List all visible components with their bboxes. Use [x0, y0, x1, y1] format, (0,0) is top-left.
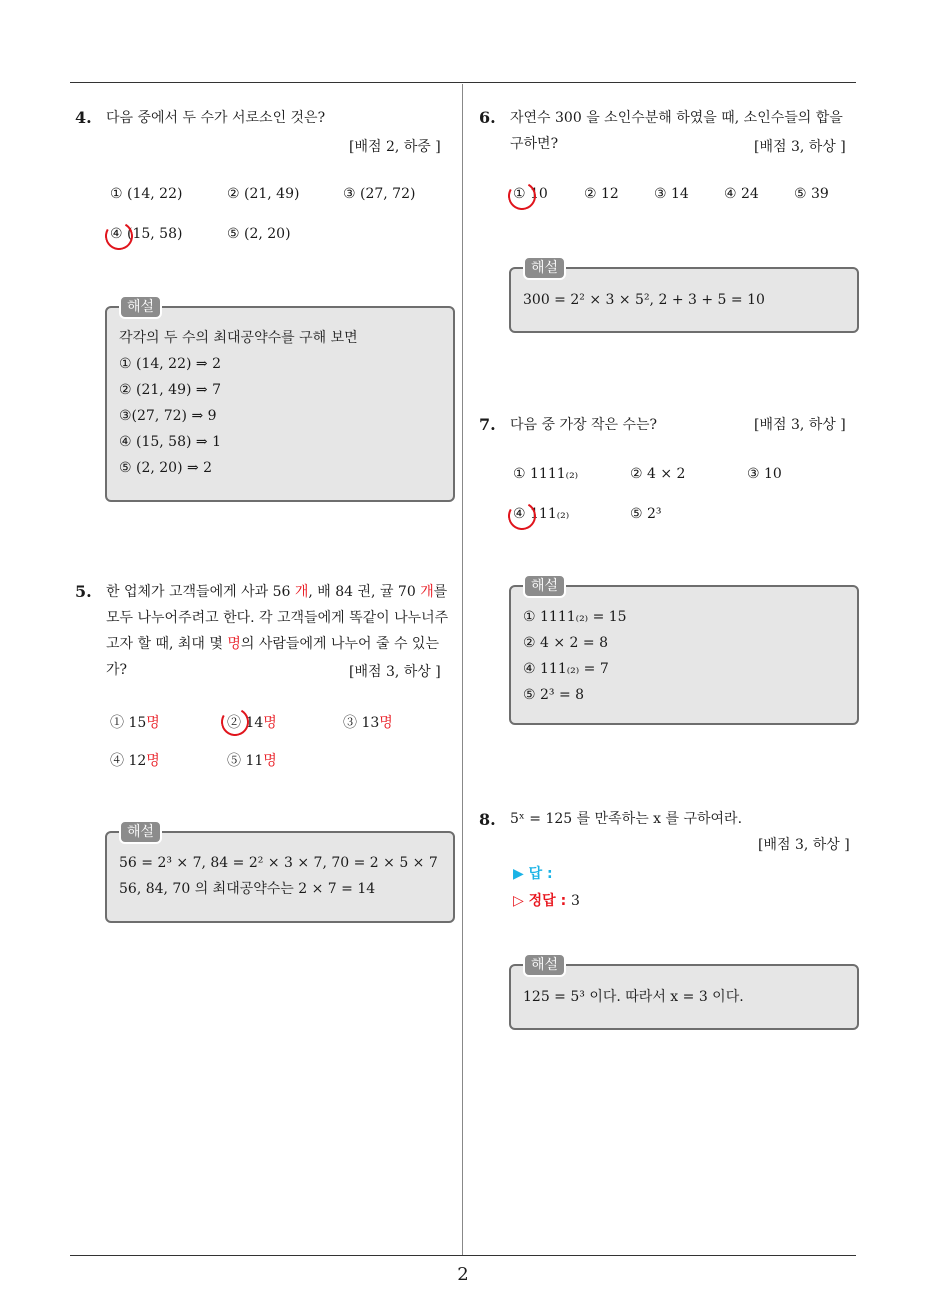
solution-tag: 해설 [119, 295, 162, 319]
solution-line: ① 1111₍₂₎ = 15 [523, 609, 627, 625]
choice-number: 15 [128, 715, 147, 731]
unit-highlight: 명 [227, 636, 241, 652]
choice-1[interactable]: ① 10 [513, 186, 548, 202]
choice-unit: 명 [263, 753, 277, 769]
solution-line: ③(27, 72) ⇒ 9 [119, 408, 217, 424]
top-rule [70, 82, 856, 83]
page-number: 2 [457, 1264, 469, 1285]
answer-label: ▶ 답 : [513, 866, 553, 882]
choice-number: 12 [128, 753, 147, 769]
choice-2[interactable]: ② 4 × 2 [630, 466, 686, 482]
solution-line: ④ 111₍₂₎ = 7 [523, 661, 609, 677]
choice-unit: 명 [379, 715, 393, 731]
correct-label: ▷ 정답 : [513, 893, 567, 909]
solution-tag: 해설 [523, 256, 566, 280]
text-part: 를 모두 나누어주려고 한다. 각 고객들에게 똑같이 나누너주고자 할 때, 최대 몇 [106, 584, 449, 652]
solution-line: ⑤ 2³ = 8 [523, 687, 585, 703]
question-number: 4. [75, 108, 92, 127]
unit-highlight: 개 [420, 584, 434, 600]
solution-line: 56, 84, 70 의 최대공약수는 2 × 7 = 14 [119, 881, 376, 897]
choice-mark: ③ [343, 715, 357, 731]
unit-highlight: 개 [294, 584, 309, 600]
choice-unit: 명 [146, 715, 160, 731]
choice-1[interactable] [110, 712, 160, 732]
choice-4[interactable]: ④ (15, 58) [110, 226, 183, 242]
solution-line: ① (14, 22) ⇒ 2 [119, 356, 221, 372]
choice-2[interactable]: ② (21, 49) [227, 186, 300, 202]
choice-3[interactable]: ③ 14 [654, 186, 689, 202]
question-text: 자연수 300 을 소인수분해 하였을 때, 소인수들의 합을 구하면? [510, 110, 843, 152]
choice-mark: ④ [110, 753, 124, 769]
solution-box [509, 260, 859, 333]
solution-line: 56 = 2³ × 7, 84 = 2² × 3 × 7, 70 = 2 × 5 × 7 [119, 855, 438, 871]
choice-5[interactable]: ⑤ (2, 20) [227, 226, 291, 242]
solution-tag: 해설 [523, 953, 566, 977]
solution-line: ⑤ (2, 20) ⇒ 2 [119, 460, 213, 476]
bottom-rule [70, 1255, 856, 1256]
question-meta: [배점 3, 하상 ] [758, 837, 850, 853]
choice-3[interactable]: ③ 10 [747, 466, 782, 482]
text-part: 의 사람들에게 나누어 줄 수 있는가? [106, 636, 439, 678]
selected-answer-circle [218, 705, 252, 739]
choice-3[interactable]: ③ (27, 72) [343, 186, 416, 202]
choice-1[interactable]: ① 1111₍₂₎ [513, 466, 579, 482]
solution-line: 300 = 2² × 3 × 5², 2 + 3 + 5 = 10 [523, 292, 765, 308]
selected-answer-circle [505, 179, 539, 213]
choice-unit: 명 [263, 715, 277, 731]
selected-answer-circle [505, 499, 539, 533]
choice-2[interactable]: ② 12 [584, 186, 619, 202]
selected-answer-circle [102, 219, 136, 253]
choice-4[interactable]: ④ 24 [724, 186, 759, 202]
solution-box [105, 299, 455, 502]
solution-box [105, 824, 455, 923]
choice-number: 11 [245, 753, 264, 769]
question-meta: [배점 3, 하상 ] [754, 139, 846, 155]
question-meta: [배점 3, 하상 ] [349, 664, 441, 680]
choice-mark: ② [227, 715, 241, 731]
question-number: 6. [479, 108, 496, 127]
question-text: 5ˣ = 125 를 만족하는 x 를 구하여라. [510, 811, 743, 827]
choice-5[interactable]: ⑤ 39 [794, 186, 829, 202]
choice-1[interactable]: ① (14, 22) [110, 186, 183, 202]
choice-unit: 명 [146, 753, 160, 769]
question-meta: [배점 3, 하상 ] [754, 417, 846, 433]
text-part: 한 업체가 고객들에게 사과 56 [106, 584, 295, 600]
question-text: 다음 중에서 두 수가 서로소인 것은? [106, 110, 326, 126]
solution-tag: 해설 [119, 820, 162, 844]
solution-line: ④ (15, 58) ⇒ 1 [119, 434, 221, 450]
choice-4[interactable]: ④ 111₍₂₎ [513, 506, 570, 522]
correct-answer [513, 890, 580, 910]
solution-line: ② 4 × 2 = 8 [523, 635, 608, 651]
choice-3[interactable] [343, 712, 393, 732]
question-meta: [배점 2, 하중 ] [349, 139, 441, 155]
question-text: 다음 중 가장 작은 수는? [510, 417, 658, 433]
question-number: 8. [479, 810, 496, 829]
choice-number: 13 [361, 715, 380, 731]
choice-mark: ⑤ [227, 753, 241, 769]
solution-line: ② (21, 49) ⇒ 7 [119, 382, 221, 398]
solution-line: 125 = 5³ 이다. 따라서 x = 3 이다. [523, 989, 744, 1005]
choice-5[interactable] [227, 750, 277, 770]
solution-box [509, 578, 859, 725]
correct-value: 3 [571, 893, 580, 909]
solution-line: 각각의 두 수의 최대공약수를 구해 보면 [119, 330, 358, 346]
choice-number: 14 [245, 715, 264, 731]
solution-box [509, 957, 859, 1030]
question-number: 5. [75, 582, 92, 601]
choice-4[interactable] [110, 750, 160, 770]
choice-5[interactable]: ⑤ 2³ [630, 506, 662, 522]
choice-mark: ① [110, 715, 124, 731]
text-part: , 배 84 권, 귤 70 [308, 584, 421, 600]
question-number: 7. [479, 415, 496, 434]
column-divider [462, 84, 463, 1256]
solution-tag: 해설 [523, 574, 566, 598]
